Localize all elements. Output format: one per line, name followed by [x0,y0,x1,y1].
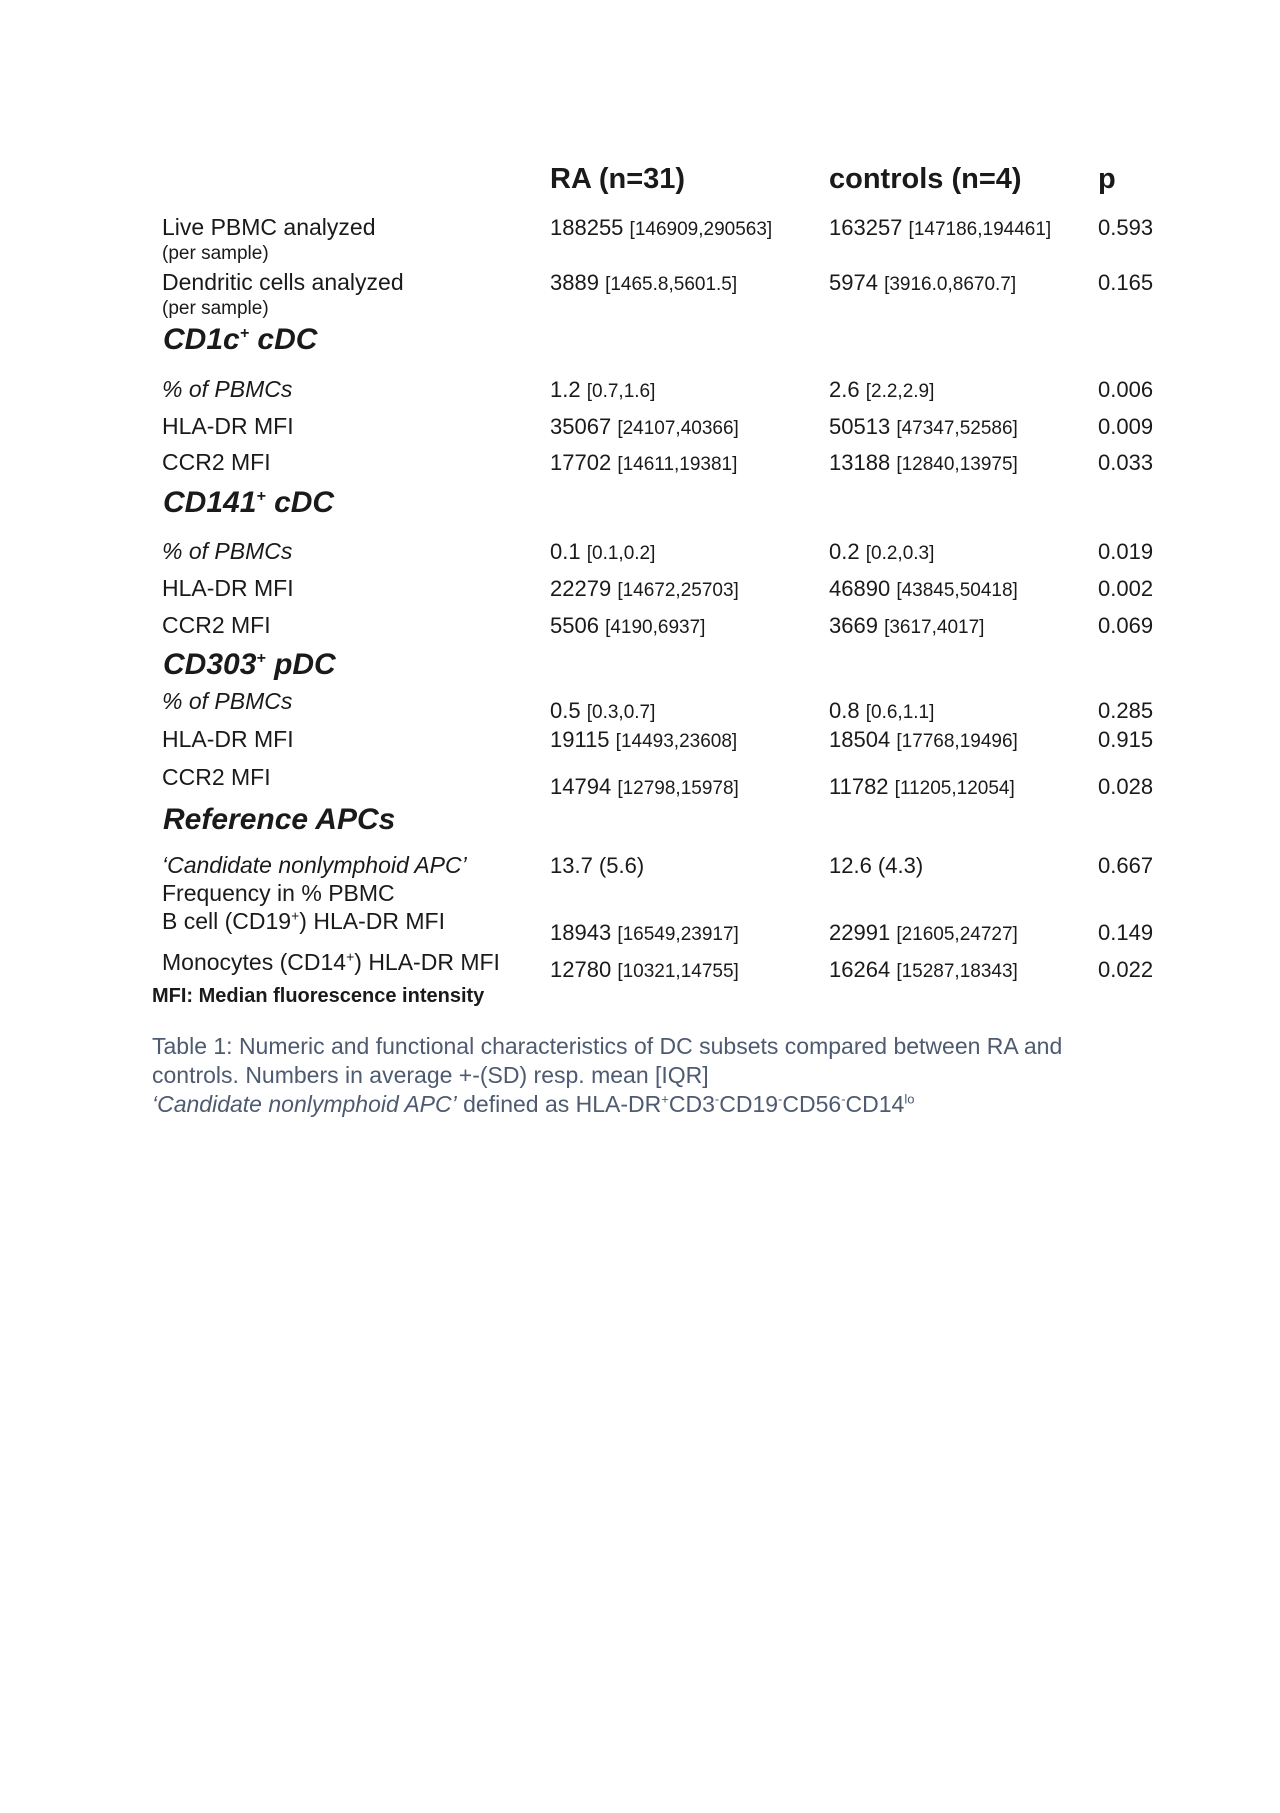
cell-ra-cd1c-pct: 1.2 [0.7,1.6] [550,377,656,402]
cell-ra-cd303-hla: 19115 [14493,23608] [550,727,738,752]
cell-p-monocytes: 0.022 [1098,957,1154,982]
header-p: p [1098,163,1116,195]
cell-p-live: 0.593 [1098,215,1154,240]
cell-ra-cd1c-hla: 35067 [24107,40366] [550,414,739,439]
row-label-candidate-apc: ‘Candidate nonlymphoid APC’ [162,852,467,878]
cell-ra-bcell: 18943 [16549,23917] [550,920,739,945]
row-label-cd141-ccr2: CCR2 MFI [162,612,271,638]
cell-ra-cd141-pct: 0.1 [0.1,0.2] [550,539,656,564]
cell-ctrl-monocytes: 16264 [15287,18343] [829,957,1018,982]
row-label-bcell: B cell (CD19+) HLA-DR MFI [162,907,445,934]
cell-ra-cd303-pct: 0.5 [0.3,0.7] [550,698,656,723]
cell-ra-cd1c-ccr2: 17702 [14611,19381] [550,450,738,475]
cell-ctrl-cd303-pct: 0.8 [0.6,1.1] [829,698,935,723]
row-label-cd1c-ccr2: CCR2 MFI [162,449,271,475]
cell-p-cd1c-ccr2: 0.033 [1098,450,1154,475]
row-label-cd303-ccr2: CCR2 MFI [162,764,271,790]
cell-ra-dc: 3889 [1465.8,5601.5] [550,270,738,295]
row-label-dendritic-cells: Dendritic cells analyzed [162,269,404,295]
cell-ctrl-cd303-hla: 18504 [17768,19496] [829,727,1018,752]
cell-p-bcell: 0.149 [1098,920,1154,945]
cell-ra-candidate: 13.7 (5.6) [550,853,645,878]
cell-ra-monocytes: 12780 [10321,14755] [550,957,739,982]
cell-ctrl-live: 163257 [147186,194461] [829,215,1052,240]
row-label-cd141-hla: HLA-DR MFI [162,575,294,601]
section-cd1c-cdc: CD1c+ cDC [163,323,318,356]
row-label-cd1c-hla: HLA-DR MFI [162,413,294,439]
cell-ra-cd141-ccr2: 5506 [4190,6937] [550,613,706,638]
cell-ctrl-cd141-hla: 46890 [43845,50418] [829,576,1018,601]
cell-p-candidate: 0.667 [1098,853,1154,878]
cell-p-cd141-hla: 0.002 [1098,576,1154,601]
row-sublabel-dendritic-cells: (per sample) [162,298,269,319]
footnote-mfi: MFI: Median fluorescence intensity [152,985,485,1007]
row-label-cd141-pct: % of PBMCs [162,538,293,564]
cell-p-cd303-ccr2: 0.028 [1098,774,1154,799]
cell-p-cd1c-hla: 0.009 [1098,414,1154,439]
cell-ctrl-bcell: 22991 [21605,24727] [829,920,1018,945]
cell-ctrl-dc: 5974 [3916.0,8670.7] [829,270,1017,295]
cell-ctrl-candidate: 12.6 (4.3) [829,853,924,878]
header-ra: RA (n=31) [550,163,686,195]
row-label-live-pbmc: Live PBMC analyzed [162,214,376,240]
cell-ctrl-cd141-pct: 0.2 [0.2,0.3] [829,539,935,564]
row-label-cd1c-pct: % of PBMCs [162,376,293,402]
cell-p-cd1c-pct: 0.006 [1098,377,1154,402]
caption-line-1: Table 1: Numeric and functional characteristics of DC subsets compared between RA and [152,1033,1063,1059]
cell-ctrl-cd1c-ccr2: 13188 [12840,13975] [829,450,1018,475]
cell-p-cd303-hla: 0.915 [1098,727,1154,752]
cell-p-cd141-ccr2: 0.069 [1098,613,1154,638]
cell-ra-cd141-hla: 22279 [14672,25703] [550,576,739,601]
caption-line-3: ‘Candidate nonlymphoid APC’ defined as HLA-$DR^+CD3^-CD19^-CD56^-CD14^{lo}$ [152,1091,915,1117]
cell-p-cd141-pct: 0.019 [1098,539,1154,564]
section-cd303-pdc: CD303+ pDC [163,648,336,681]
cell-ra-cd303-ccr2: 14794 [12798,15978] [550,774,739,799]
cell-ctrl-cd303-ccr2: 11782 [11205,12054] [829,774,1015,799]
cell-ctrl-cd1c-hla: 50513 [47347,52586] [829,414,1018,439]
row-label-monocytes: Monocytes (CD14+) HLA-DR MFI [162,948,500,975]
row-sublabel-candidate-apc: Frequency in % PBMC [162,880,395,906]
header-controls: controls (n=4) [829,163,1022,195]
cell-p-dc: 0.165 [1098,270,1154,295]
cell-ctrl-cd1c-pct: 2.6 [2.2,2.9] [829,377,935,402]
cell-ra-live: 188255 [146909,290563] [550,215,773,240]
section-cd141-cdc: CD141+ cDC [163,486,335,519]
row-sublabel-live-pbmc: (per sample) [162,243,269,264]
cell-p-cd303-pct: 0.285 [1098,698,1154,723]
cell-ctrl-cd141-ccr2: 3669 [3617,4017] [829,613,985,638]
caption-line-2: controls. Numbers in average +-(SD) resp. mean [IQR] [152,1062,709,1088]
row-label-cd303-pct: % of PBMCs [162,688,293,714]
row-label-cd303-hla: HLA-DR MFI [162,726,294,752]
section-reference-apcs: Reference APCs [163,803,396,836]
